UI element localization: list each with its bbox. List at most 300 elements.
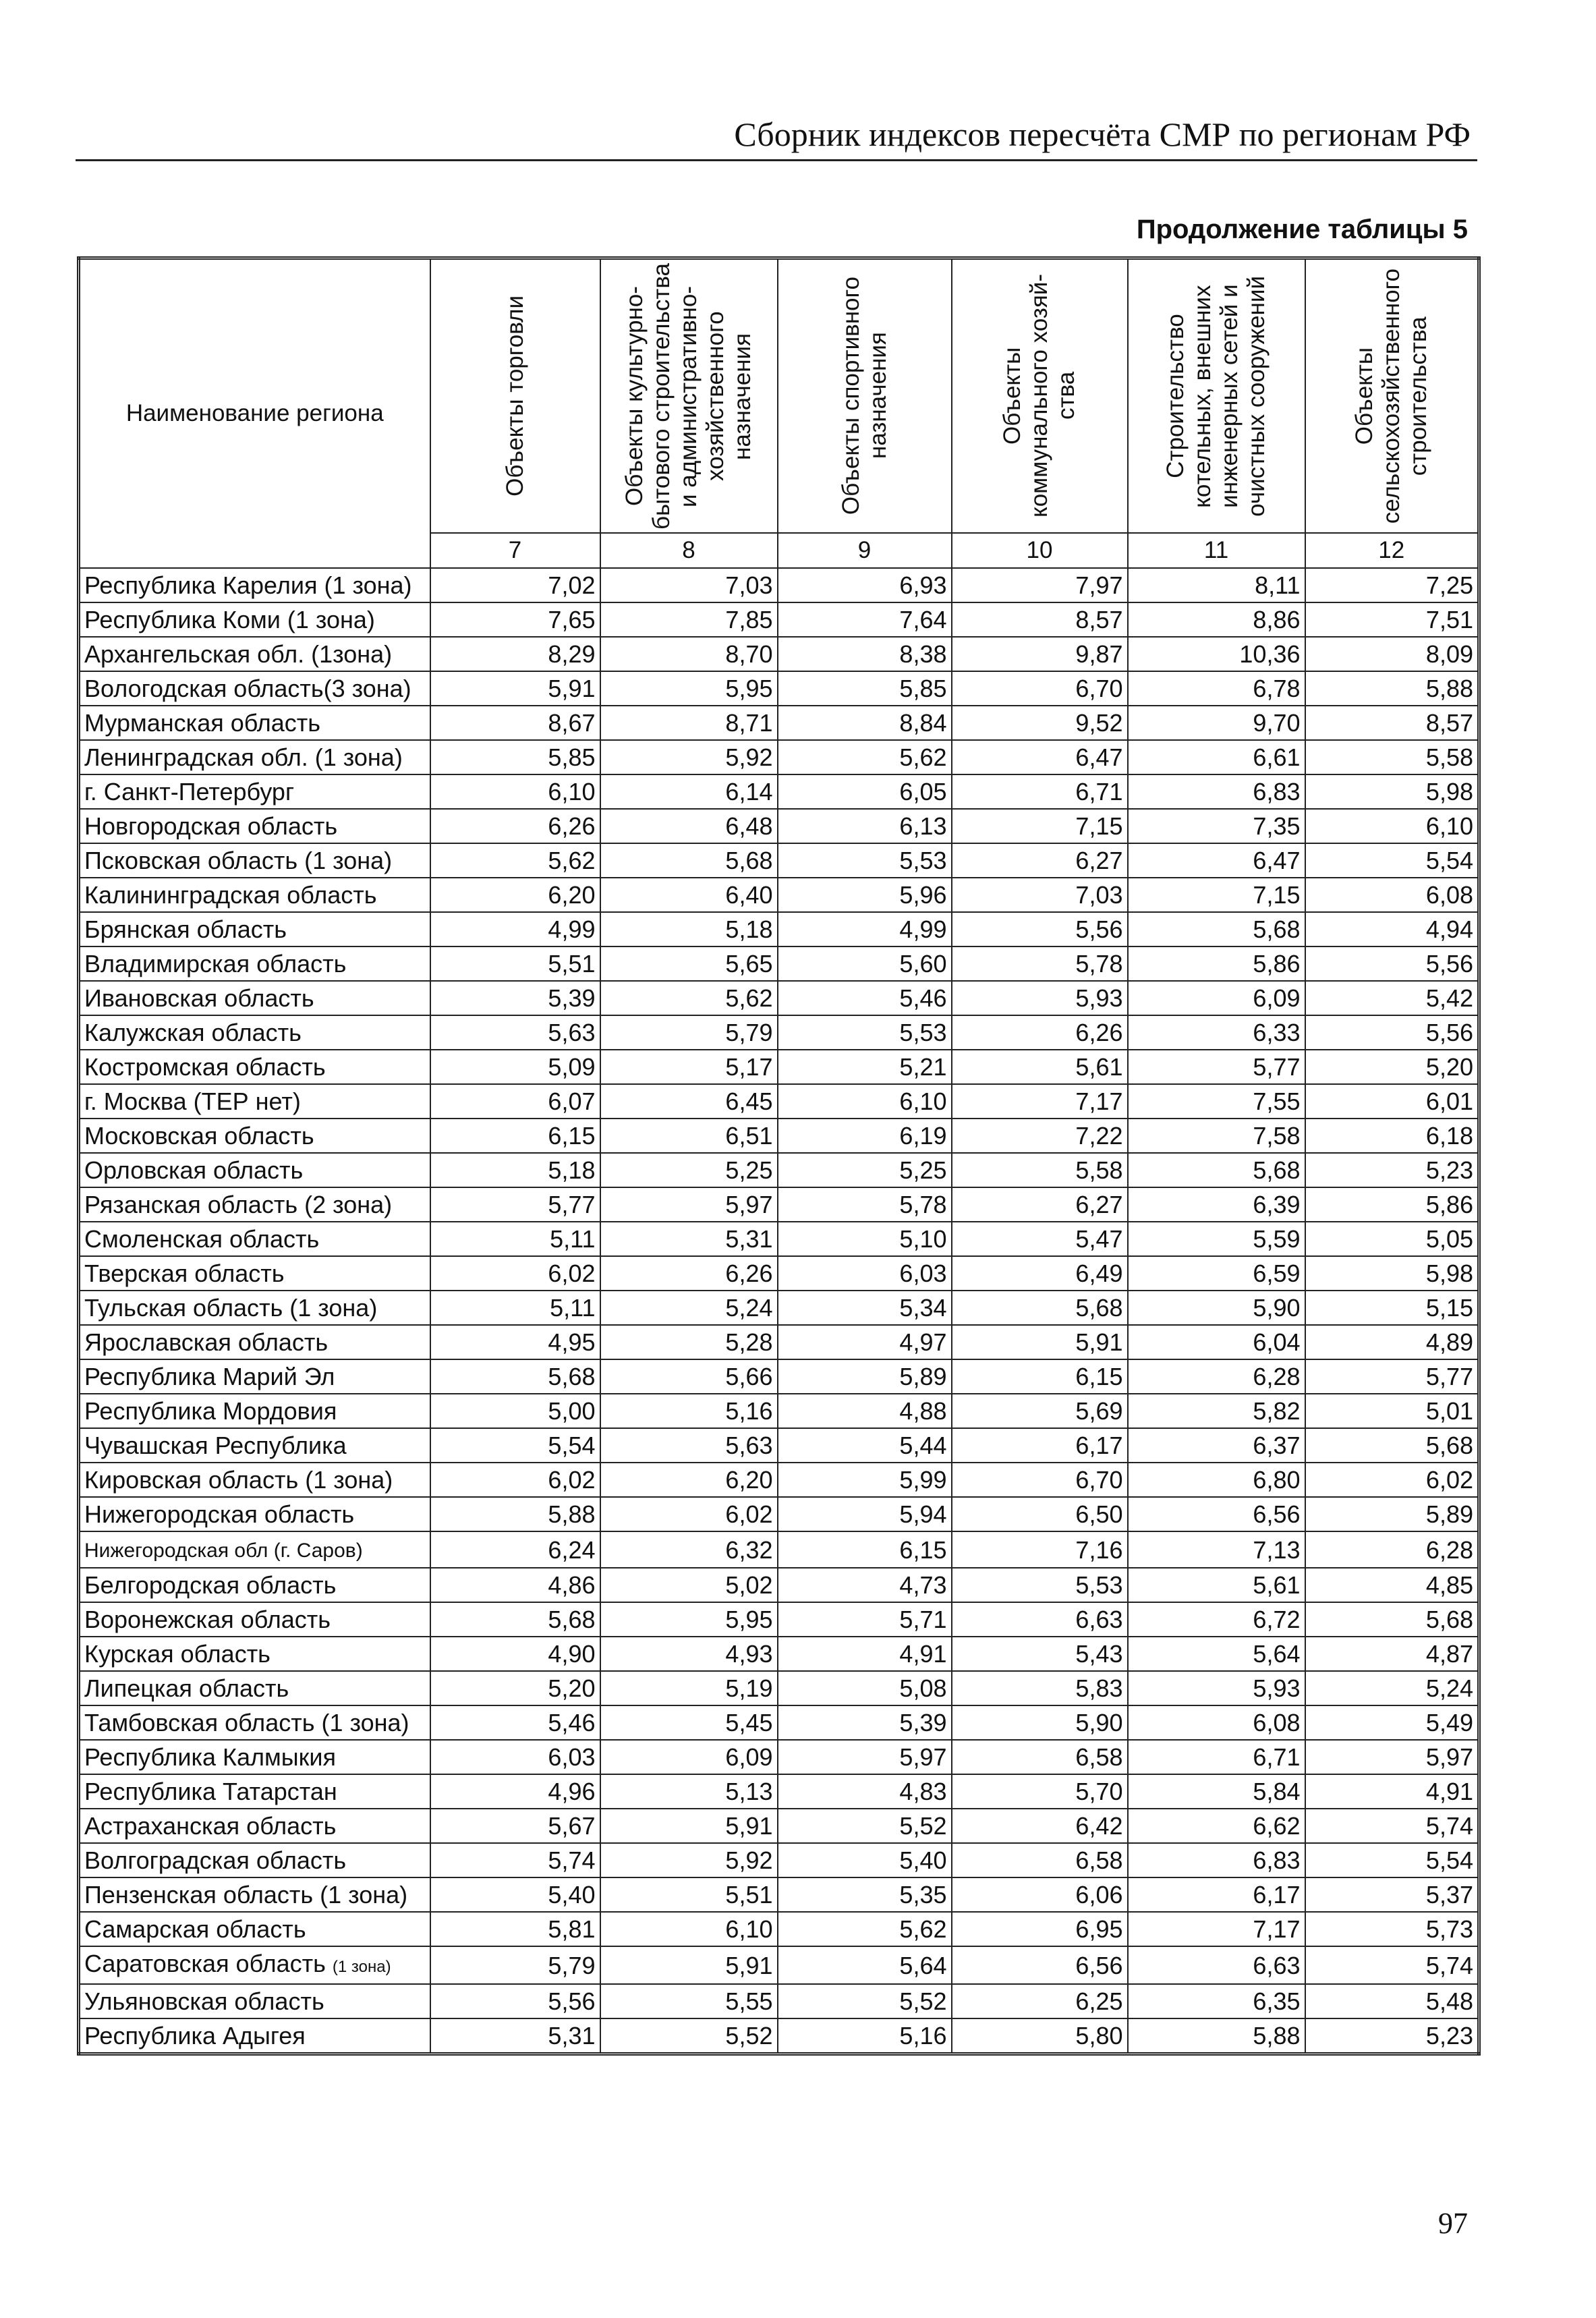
index-value: 5,88 xyxy=(1128,2018,1305,2054)
table-row xyxy=(79,1984,1479,2018)
page-number: 97 xyxy=(1438,2207,1468,2240)
index-value: 7,02 xyxy=(430,568,600,602)
index-value: 5,55 xyxy=(600,1984,778,2018)
table-row xyxy=(79,2018,1479,2054)
region-name-text: Костромская область xyxy=(84,1053,326,1081)
index-value: 5,47 xyxy=(952,1222,1128,1256)
region-name xyxy=(79,1809,430,1843)
index-value: 7,15 xyxy=(1128,878,1305,912)
table-continuation-label: Продолжение таблицы 5 xyxy=(1136,215,1468,244)
index-value: 5,24 xyxy=(600,1291,778,1325)
index-value: 6,02 xyxy=(600,1497,778,1531)
index-value: 6,27 xyxy=(952,843,1128,878)
index-value: 4,87 xyxy=(1305,1637,1479,1671)
region-name-text: Нижегородская область xyxy=(84,1500,355,1528)
column-header xyxy=(600,258,778,534)
index-value: 6,26 xyxy=(430,809,600,843)
region-name xyxy=(79,1984,430,2018)
table-row xyxy=(79,1671,1479,1705)
index-value: 5,63 xyxy=(600,1428,778,1463)
index-value: 6,71 xyxy=(952,774,1128,809)
region-name xyxy=(79,637,430,671)
index-value: 5,61 xyxy=(952,1050,1128,1084)
index-value: 5,49 xyxy=(1305,1705,1479,1740)
region-name xyxy=(79,1050,430,1084)
region-name xyxy=(79,1119,430,1153)
column-header-line: котельных, внешних xyxy=(1189,284,1216,508)
index-value: 6,58 xyxy=(952,1740,1128,1774)
index-value: 5,77 xyxy=(1305,1359,1479,1394)
column-number: 10 xyxy=(952,533,1128,568)
table-row xyxy=(79,1463,1479,1497)
index-value: 5,10 xyxy=(778,1222,952,1256)
index-value: 5,58 xyxy=(952,1153,1128,1187)
region-name xyxy=(79,1187,430,1222)
table-row xyxy=(79,1809,1479,1843)
index-value: 6,50 xyxy=(952,1497,1128,1531)
region-name xyxy=(79,1015,430,1050)
index-value: 6,61 xyxy=(1128,740,1305,774)
index-value: 7,35 xyxy=(1128,809,1305,843)
region-name xyxy=(79,843,430,878)
column-header xyxy=(1305,258,1479,534)
index-value: 6,06 xyxy=(952,1877,1128,1912)
table-row xyxy=(79,1531,1479,1568)
column-header-line: коммунального хозяй- xyxy=(1026,274,1052,518)
region-name-text: Республика Марий Эл xyxy=(84,1363,335,1390)
index-value: 4,99 xyxy=(778,912,952,946)
header-row xyxy=(79,258,1479,534)
index-value: 5,68 xyxy=(1128,912,1305,946)
column-header-wrap xyxy=(1129,260,1305,532)
table-row xyxy=(79,1740,1479,1774)
index-value: 6,78 xyxy=(1128,671,1305,706)
region-name-text: Республика Адыгея xyxy=(84,2022,306,2050)
index-value: 4,99 xyxy=(430,912,600,946)
index-value: 6,02 xyxy=(1305,1463,1479,1497)
column-header-wrap xyxy=(952,260,1127,532)
index-value: 5,97 xyxy=(1305,1740,1479,1774)
region-name xyxy=(79,1843,430,1877)
index-value: 5,65 xyxy=(600,946,778,981)
index-value: 7,16 xyxy=(952,1531,1128,1568)
column-number: 12 xyxy=(1305,533,1479,568)
index-value: 7,17 xyxy=(952,1084,1128,1119)
index-value: 5,80 xyxy=(952,2018,1128,2054)
region-name xyxy=(79,1671,430,1705)
table-row xyxy=(79,1050,1479,1084)
index-value: 5,16 xyxy=(778,2018,952,2054)
index-value: 6,37 xyxy=(1128,1428,1305,1463)
index-value: 6,48 xyxy=(600,809,778,843)
index-value: 5,40 xyxy=(778,1843,952,1877)
index-value: 6,95 xyxy=(952,1912,1128,1946)
index-value: 4,93 xyxy=(600,1637,778,1671)
region-name xyxy=(79,809,430,843)
region-name xyxy=(79,740,430,774)
index-value: 5,94 xyxy=(778,1497,952,1531)
column-header-wrap xyxy=(431,260,600,532)
column-header-text xyxy=(621,263,756,530)
index-value: 5,82 xyxy=(1128,1394,1305,1428)
index-value: 5,25 xyxy=(600,1153,778,1187)
region-name-text: Саратовская область xyxy=(84,1950,326,1977)
index-value: 6,56 xyxy=(952,1946,1128,1984)
region-name xyxy=(79,1222,430,1256)
index-value: 4,91 xyxy=(778,1637,952,1671)
index-value: 6,14 xyxy=(600,774,778,809)
index-value: 5,68 xyxy=(600,843,778,878)
index-value: 5,56 xyxy=(1305,946,1479,981)
index-value: 5,09 xyxy=(430,1050,600,1084)
index-value: 8,11 xyxy=(1128,568,1305,602)
table-row xyxy=(79,878,1479,912)
index-value: 7,22 xyxy=(952,1119,1128,1153)
index-value: 6,32 xyxy=(600,1531,778,1568)
index-value: 6,13 xyxy=(778,809,952,843)
index-value: 6,20 xyxy=(430,878,600,912)
index-value: 5,37 xyxy=(1305,1877,1479,1912)
index-value: 5,81 xyxy=(430,1912,600,1946)
column-header-line: инженерных сетей и xyxy=(1216,284,1243,508)
index-value: 4,88 xyxy=(778,1394,952,1428)
region-name-text: Московская область xyxy=(84,1122,314,1150)
index-value: 6,10 xyxy=(430,774,600,809)
index-value: 5,05 xyxy=(1305,1222,1479,1256)
region-name-header: Наименование региона xyxy=(79,258,430,569)
index-value: 5,52 xyxy=(600,2018,778,2054)
column-header-line: Объекты культурно- xyxy=(621,286,648,506)
index-value: 5,91 xyxy=(430,671,600,706)
index-value: 5,34 xyxy=(778,1291,952,1325)
region-name-text: Смоленская область xyxy=(84,1225,320,1253)
index-value: 6,83 xyxy=(1128,774,1305,809)
index-value: 6,20 xyxy=(600,1463,778,1497)
table-row xyxy=(79,1877,1479,1912)
index-value: 5,56 xyxy=(430,1984,600,2018)
index-value: 5,51 xyxy=(430,946,600,981)
column-number: 8 xyxy=(600,533,778,568)
table-row xyxy=(79,1497,1479,1531)
table-row xyxy=(79,1256,1479,1291)
index-value: 5,56 xyxy=(952,912,1128,946)
index-value: 6,10 xyxy=(1305,809,1479,843)
index-value: 6,10 xyxy=(600,1912,778,1946)
index-value: 6,04 xyxy=(1128,1325,1305,1359)
index-value: 5,78 xyxy=(778,1187,952,1222)
index-value: 6,47 xyxy=(952,740,1128,774)
table-row xyxy=(79,602,1479,637)
region-name-text: Орловская область xyxy=(84,1156,304,1184)
index-value: 7,25 xyxy=(1305,568,1479,602)
index-value: 5,11 xyxy=(430,1222,600,1256)
region-name-text: Республика Мордовия xyxy=(84,1397,337,1425)
index-value: 6,39 xyxy=(1128,1187,1305,1222)
index-value: 6,28 xyxy=(1128,1359,1305,1394)
column-header xyxy=(1128,258,1305,534)
index-value: 5,92 xyxy=(600,1843,778,1877)
region-name-text: Рязанская область (2 зона) xyxy=(84,1191,393,1218)
region-name-text: г. Москва (ТЕР нет) xyxy=(84,1087,301,1115)
index-value: 5,23 xyxy=(1305,1153,1479,1187)
index-value: 5,08 xyxy=(778,1671,952,1705)
index-value: 5,68 xyxy=(430,1602,600,1637)
region-name-text: Ивановская область xyxy=(84,984,314,1012)
column-header-text xyxy=(1351,268,1432,524)
region-name xyxy=(79,1359,430,1394)
index-value: 5,68 xyxy=(1305,1428,1479,1463)
column-header-line: Строительство xyxy=(1162,314,1189,478)
index-value: 8,86 xyxy=(1128,602,1305,637)
index-value: 5,88 xyxy=(1305,671,1479,706)
index-value: 6,93 xyxy=(778,568,952,602)
index-value: 7,55 xyxy=(1128,1084,1305,1119)
index-value: 8,67 xyxy=(430,706,600,740)
index-value: 5,74 xyxy=(1305,1946,1479,1984)
index-value: 6,47 xyxy=(1128,843,1305,878)
column-number: 9 xyxy=(778,533,952,568)
index-value: 5,53 xyxy=(778,1015,952,1050)
index-value: 6,18 xyxy=(1305,1119,1479,1153)
index-value: 5,62 xyxy=(430,843,600,878)
index-value: 5,62 xyxy=(600,981,778,1015)
index-value: 5,90 xyxy=(1128,1291,1305,1325)
region-name-text: Республика Карелия (1 зона) xyxy=(84,571,412,599)
region-name-text: Ленинградская обл. (1 зона) xyxy=(84,743,403,771)
index-value: 5,98 xyxy=(1305,1256,1479,1291)
region-name-text: Белгородская область xyxy=(84,1571,337,1599)
region-name-text: Волгоградская область xyxy=(84,1846,347,1874)
index-value: 6,19 xyxy=(778,1119,952,1153)
table-row xyxy=(79,1946,1479,1984)
index-value: 8,57 xyxy=(1305,706,1479,740)
column-header-line: Объекты спортивного xyxy=(837,277,864,515)
index-value: 5,23 xyxy=(1305,2018,1479,2054)
index-value: 5,62 xyxy=(778,740,952,774)
column-number: 11 xyxy=(1128,533,1305,568)
index-value: 6,07 xyxy=(430,1084,600,1119)
region-name xyxy=(79,1428,430,1463)
region-name xyxy=(79,1602,430,1637)
index-value: 6,24 xyxy=(430,1531,600,1568)
index-value: 5,86 xyxy=(1305,1187,1479,1222)
index-value: 6,02 xyxy=(430,1256,600,1291)
index-value: 4,85 xyxy=(1305,1568,1479,1602)
index-value: 5,43 xyxy=(952,1637,1128,1671)
index-value: 7,13 xyxy=(1128,1531,1305,1568)
index-value: 5,18 xyxy=(430,1153,600,1187)
index-value: 9,52 xyxy=(952,706,1128,740)
index-value: 4,83 xyxy=(778,1774,952,1809)
index-value: 4,96 xyxy=(430,1774,600,1809)
column-header xyxy=(778,258,952,534)
index-value: 6,25 xyxy=(952,1984,1128,2018)
region-name xyxy=(79,1153,430,1187)
region-name-text: Архангельская обл. (1зона) xyxy=(84,640,393,668)
index-value: 6,63 xyxy=(1128,1946,1305,1984)
index-value: 7,51 xyxy=(1305,602,1479,637)
region-name-text: Калининградская область xyxy=(84,881,377,909)
table-row xyxy=(79,1774,1479,1809)
index-value: 5,92 xyxy=(600,740,778,774)
region-name-text: Самарская область xyxy=(84,1915,306,1943)
index-value: 6,26 xyxy=(952,1015,1128,1050)
column-header-line: Объекты торговли xyxy=(501,295,528,497)
index-value: 5,31 xyxy=(600,1222,778,1256)
region-name xyxy=(79,1946,430,1984)
index-value: 5,63 xyxy=(430,1015,600,1050)
index-value: 5,59 xyxy=(1128,1222,1305,1256)
table-row xyxy=(79,1394,1479,1428)
index-value: 5,15 xyxy=(1305,1291,1479,1325)
column-header-line: назначения xyxy=(729,333,756,460)
index-value: 5,67 xyxy=(430,1809,600,1843)
index-value: 5,60 xyxy=(778,946,952,981)
index-value: 5,46 xyxy=(430,1705,600,1740)
index-value: 6,70 xyxy=(952,671,1128,706)
index-value: 8,29 xyxy=(430,637,600,671)
index-value: 5,44 xyxy=(778,1428,952,1463)
region-name xyxy=(79,1740,430,1774)
region-name xyxy=(79,912,430,946)
index-value: 5,64 xyxy=(778,1946,952,1984)
index-value: 6,33 xyxy=(1128,1015,1305,1050)
index-value: 5,54 xyxy=(1305,1843,1479,1877)
column-header xyxy=(952,258,1128,534)
index-value: 5,31 xyxy=(430,2018,600,2054)
table-row xyxy=(79,1153,1479,1187)
table-row xyxy=(79,1912,1479,1946)
index-value: 5,69 xyxy=(952,1394,1128,1428)
index-value: 5,53 xyxy=(952,1568,1128,1602)
index-value: 6,71 xyxy=(1128,1740,1305,1774)
index-value: 6,42 xyxy=(952,1809,1128,1843)
index-value: 6,17 xyxy=(1128,1877,1305,1912)
index-value: 6,15 xyxy=(778,1531,952,1568)
index-value: 5,64 xyxy=(1128,1637,1305,1671)
table-row xyxy=(79,1015,1479,1050)
index-value: 5,93 xyxy=(1128,1671,1305,1705)
region-name-text: Республика Калмыкия xyxy=(84,1743,337,1771)
index-value: 4,86 xyxy=(430,1568,600,1602)
column-header-line: бытового строительства xyxy=(648,262,675,530)
region-name xyxy=(79,1912,430,1946)
region-name xyxy=(79,1637,430,1671)
index-value: 5,13 xyxy=(600,1774,778,1809)
index-value: 5,19 xyxy=(600,1671,778,1705)
region-name-text: Вологодская область(3 зона) xyxy=(84,675,411,702)
index-value: 5,21 xyxy=(778,1050,952,1084)
column-header-line: ства xyxy=(1053,372,1079,420)
index-value: 5,85 xyxy=(430,740,600,774)
table-row xyxy=(79,1705,1479,1740)
index-value: 5,84 xyxy=(1128,1774,1305,1809)
table-row xyxy=(79,981,1479,1015)
index-value: 5,42 xyxy=(1305,981,1479,1015)
index-value: 5,91 xyxy=(600,1809,778,1843)
running-head: Сборник индексов пересчёта СМР по регионам РФ xyxy=(734,115,1471,153)
index-value: 5,78 xyxy=(952,946,1128,981)
table-row xyxy=(79,1428,1479,1463)
column-header-text xyxy=(999,274,1080,517)
column-header-line: назначения xyxy=(864,333,891,460)
index-value: 5,68 xyxy=(1305,1602,1479,1637)
index-value: 5,90 xyxy=(952,1705,1128,1740)
region-name-text: Астраханская область xyxy=(84,1812,337,1840)
table-row xyxy=(79,946,1479,981)
region-name xyxy=(79,1531,430,1568)
region-name xyxy=(79,981,430,1015)
index-value: 5,98 xyxy=(1305,774,1479,809)
index-value: 5,66 xyxy=(600,1359,778,1394)
region-name-text: Брянская область xyxy=(84,915,287,943)
region-name xyxy=(79,671,430,706)
region-name xyxy=(79,1705,430,1740)
index-value: 5,54 xyxy=(430,1428,600,1463)
region-name-text: г. Санкт-Петербург xyxy=(84,778,295,805)
table-row xyxy=(79,809,1479,843)
region-name xyxy=(79,1291,430,1325)
index-value: 5,46 xyxy=(778,981,952,1015)
column-header-line: хозяйственного xyxy=(702,311,729,481)
index-value: 6,26 xyxy=(600,1256,778,1291)
region-name-text: Ярославская область xyxy=(84,1328,329,1356)
index-value: 6,10 xyxy=(778,1084,952,1119)
index-value: 4,90 xyxy=(430,1637,600,1671)
index-value: 4,91 xyxy=(1305,1774,1479,1809)
column-header-line: сельскохозяйственного xyxy=(1377,268,1404,524)
index-value: 5,71 xyxy=(778,1602,952,1637)
table-row xyxy=(79,774,1479,809)
table-row xyxy=(79,1119,1479,1153)
column-header-wrap xyxy=(1306,260,1478,532)
index-value: 5,74 xyxy=(1305,1809,1479,1843)
index-value: 5,96 xyxy=(778,878,952,912)
index-value: 5,79 xyxy=(600,1015,778,1050)
header-rule xyxy=(76,159,1477,161)
index-value: 5,79 xyxy=(430,1946,600,1984)
column-header-text xyxy=(838,277,892,515)
index-value: 4,89 xyxy=(1305,1325,1479,1359)
index-value: 5,91 xyxy=(952,1325,1128,1359)
region-name-text: Нижегородская обл (г. Саров) xyxy=(84,1539,363,1562)
index-value: 5,68 xyxy=(430,1359,600,1394)
index-value: 5,01 xyxy=(1305,1394,1479,1428)
index-value: 6,40 xyxy=(600,878,778,912)
index-value: 6,58 xyxy=(952,1843,1128,1877)
index-value: 7,85 xyxy=(600,602,778,637)
index-value: 6,49 xyxy=(952,1256,1128,1291)
index-value: 5,97 xyxy=(600,1187,778,1222)
index-value: 5,91 xyxy=(600,1946,778,1984)
region-name xyxy=(79,1394,430,1428)
region-name xyxy=(79,1877,430,1912)
index-value: 5,95 xyxy=(600,671,778,706)
index-value: 5,99 xyxy=(778,1463,952,1497)
index-value: 7,03 xyxy=(600,568,778,602)
index-value: 5,93 xyxy=(952,981,1128,1015)
index-value: 5,70 xyxy=(952,1774,1128,1809)
index-value: 6,27 xyxy=(952,1187,1128,1222)
region-name xyxy=(79,1463,430,1497)
table-row xyxy=(79,740,1479,774)
table-row xyxy=(79,1291,1479,1325)
region-name xyxy=(79,1325,430,1359)
table-row xyxy=(79,568,1479,602)
index-value: 6,15 xyxy=(430,1119,600,1153)
table-row xyxy=(79,843,1479,878)
region-name xyxy=(79,1774,430,1809)
